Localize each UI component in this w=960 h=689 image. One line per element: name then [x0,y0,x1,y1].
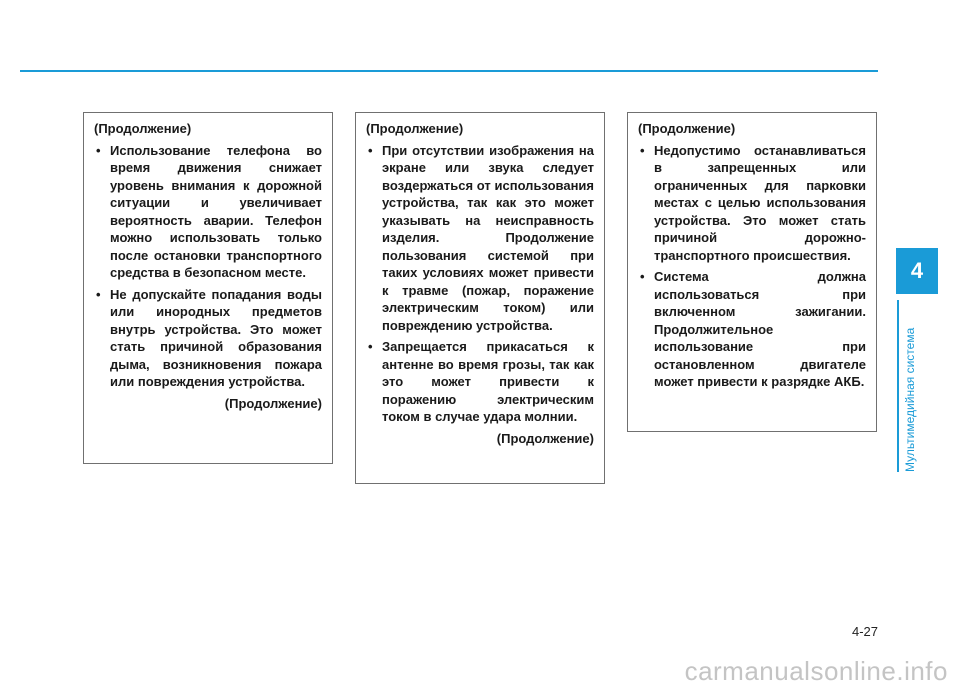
bullet-item: • Использование телефона во время движения снижает уровень внимания к дорожной ситуации и увеличивает вероятность аварии. Телефон можно использовать только после остановки транспортного средства в безопасном месте. [94,142,322,282]
bullet-item: • При отсутствии изображения на экране или звука следует воздержаться от использования устройства, так как это может указывать на неисправность изделия. Продолжение пользования системой при таких условиях может привести к травме (пожар, поражение электрическим током) или повреждению устройства. [366,142,594,335]
watermark: carmanualsonline.info [684,656,948,686]
continued-heading: (Продолжение) [638,121,736,136]
bullet-item: • Система должна использоваться при включенном зажигании. Продолжительное использование при остановленном двигателе может привести к разрядке АКБ. [638,268,866,391]
continued-heading: (Продолжение) [366,121,464,136]
warning-box-3 [627,112,877,432]
bullet-item: • Не допускайте попадания воды или инородных предметов внутрь устройства. Это может стать причиной образования дыма, возникновения пожара или повреждения устройства. [94,286,322,391]
page-number: 4-27 [851,624,878,639]
bullet-item: • Запрещается прикасаться к антенне во время грозы, так как это может привести к поражению электрическим током в случае удара молнии. [366,338,594,426]
warning-box-2 [355,112,605,484]
bullet-item: • Недопустимо останавливаться в запрещенных или ограниченных для парковки местах с целью использования устройства. Это может стать причиной дорожно-транспортного происшествия. [638,142,866,265]
continued-footer: (Продолжение) [224,395,322,411]
chapter-rule [897,300,899,472]
chapter-title: Мультимедийная система [903,327,917,472]
continued-heading: (Продолжение) [94,121,192,136]
warning-box-1 [83,112,333,464]
continued-footer: (Продолжение) [496,430,594,446]
chapter-number-tab: 4 [896,248,938,294]
header-rule [20,70,878,72]
